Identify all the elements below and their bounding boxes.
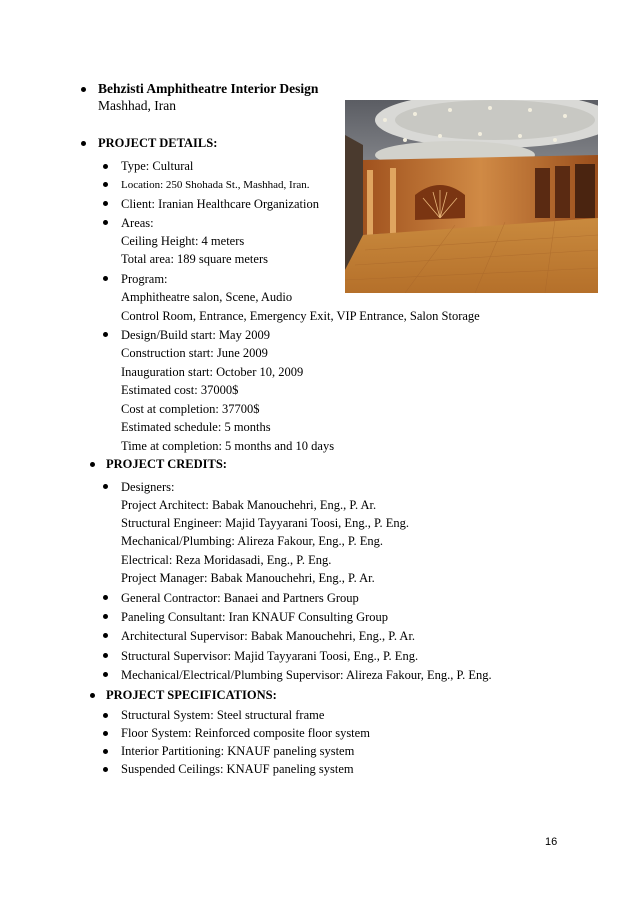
project-specifications-heading: PROJECT SPECIFICATIONS: — [106, 688, 277, 702]
detail-ceiling-height: Ceiling Height: 4 meters — [121, 234, 245, 248]
detail-estimated-cost: Estimated cost: 37000$ — [121, 383, 239, 397]
credit-manager: Project Manager: Babak Manouchehri, Eng., P. Ar. — [121, 571, 375, 585]
detail-program-line-1: Amphitheatre salon, Scene, Audio — [121, 290, 293, 304]
credit-electrical: Electrical: Reza Moridasadi, Eng., P. Eng. — [121, 553, 332, 567]
detail-location: Location: 250 Shohada St., Mashhad, Iran. — [121, 179, 310, 191]
detail-client: Client: Iranian Healthcare Organization — [121, 197, 319, 211]
bullet — [90, 693, 95, 698]
detail-inauguration: Inauguration start: October 10, 2009 — [121, 365, 304, 379]
credit-struct-supervisor: Structural Supervisor: Majid Tayyarani Toosi, Eng., P. Eng. — [121, 649, 419, 663]
bullet — [103, 614, 108, 619]
credit-contractor: General Contractor: Banaei and Partners Group — [121, 591, 359, 605]
credit-architect: Project Architect: Babak Manouchehri, Eng., P. Ar. — [121, 498, 377, 512]
credit-mechanical: Mechanical/Plumbing: Alireza Fakour, Eng., P. Eng. — [121, 534, 383, 548]
project-details-heading: PROJECT DETAILS: — [98, 136, 218, 150]
spec-ceilings: Suspended Ceilings: KNAUF paneling system — [121, 762, 354, 776]
credit-paneling: Paneling Consultant: Iran KNAUF Consulting Group — [121, 610, 389, 624]
detail-cost-completion: Cost at completion: 37700$ — [121, 402, 260, 416]
document-title: Behzisti Amphitheatre Interior Design — [98, 81, 319, 96]
credit-arch-supervisor: Architectural Supervisor: Babak Manouchehri, Eng., P. Ar. — [121, 629, 416, 643]
detail-construction-start: Construction start: June 2009 — [121, 346, 268, 360]
bullet — [103, 276, 108, 281]
bullet — [103, 633, 108, 638]
bullet — [103, 484, 108, 489]
bullet — [103, 220, 108, 225]
bullet — [103, 201, 108, 206]
detail-areas: Areas: — [121, 216, 154, 230]
bullet — [103, 332, 108, 337]
spec-structural: Structural System: Steel structural frame — [121, 708, 325, 722]
detail-schedule: Estimated schedule: 5 months — [121, 420, 271, 434]
bullet — [103, 749, 108, 754]
bullet — [103, 182, 108, 187]
project-credits-heading: PROJECT CREDITS: — [106, 457, 227, 471]
detail-design-start: Design/Build start: May 2009 — [121, 328, 270, 342]
detail-program-line-2: Control Room, Entrance, Emergency Exit, VIP Entrance, Salon Storage — [121, 309, 480, 323]
detail-time-completion: Time at completion: 5 months and 10 days — [121, 439, 335, 453]
bullet — [103, 672, 108, 677]
bullet — [103, 731, 108, 736]
spec-floor: Floor System: Reinforced composite floor system — [121, 726, 370, 740]
bullet — [103, 595, 108, 600]
bullet — [103, 767, 108, 772]
credit-structural-engineer: Structural Engineer: Majid Tayyarani Toosi, Eng., P. Eng. — [121, 516, 410, 530]
detail-type: Type: Cultural — [121, 159, 194, 173]
credit-designers: Designers: — [121, 480, 175, 494]
bullet — [103, 164, 108, 169]
amphitheatre-rendering-image — [345, 100, 598, 293]
bullet — [81, 87, 86, 92]
bullet — [90, 462, 95, 467]
spec-partitioning: Interior Partitioning: KNAUF paneling system — [121, 744, 355, 758]
page-number: 16 — [545, 836, 558, 848]
document-subtitle: Mashhad, Iran — [98, 98, 176, 113]
detail-total-area: Total area: 189 square meters — [121, 252, 268, 266]
detail-program: Program: — [121, 272, 168, 286]
bullet — [103, 653, 108, 658]
credit-mep-supervisor: Mechanical/Electrical/Plumbing Supervisor: Alireza Fakour, Eng., P. Eng. — [121, 668, 492, 682]
bullet — [103, 713, 108, 718]
bullet — [81, 141, 86, 146]
